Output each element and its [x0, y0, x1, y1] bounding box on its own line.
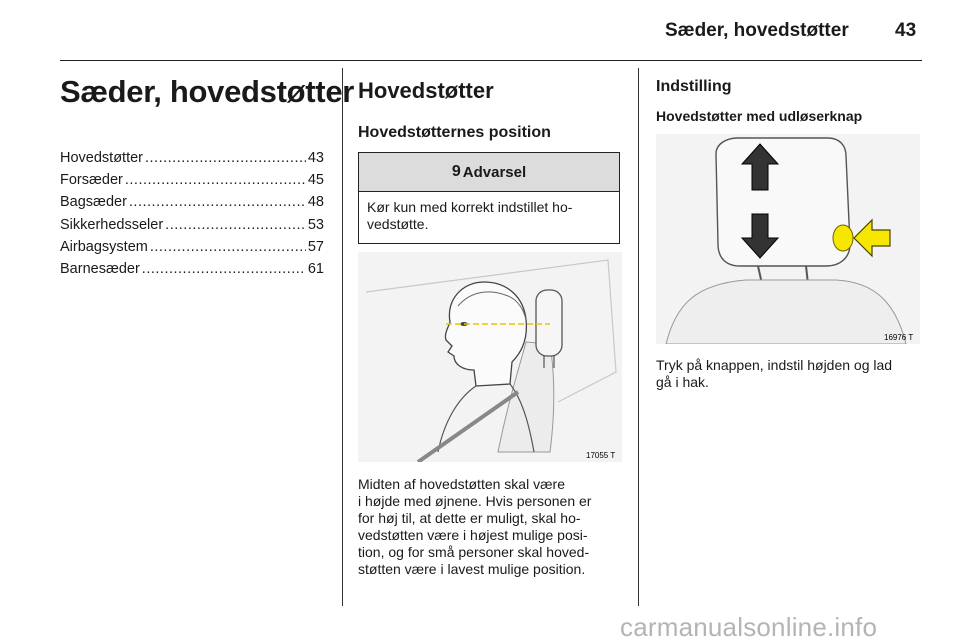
body-paragraph [358, 476, 628, 578]
toc-leader [129, 194, 306, 210]
release-button [833, 225, 853, 251]
toc-leader [165, 217, 306, 233]
toc-entry-label: Forsæder [60, 172, 123, 189]
toc-entry-label: Barnesæder [60, 260, 140, 277]
warning-title: Advarsel [462, 163, 527, 181]
warning-icon: 9 [451, 163, 461, 180]
watermark: carmanualsonline.info [620, 612, 878, 642]
toc-entry[interactable] [60, 172, 324, 194]
release-button-illustration [656, 134, 920, 344]
toc-entry[interactable] [60, 150, 324, 172]
toc-entry-page: 53 [307, 216, 324, 233]
toc-entry[interactable] [60, 261, 324, 283]
paragraph-line: i højde med øjnene. Hvis personen er [358, 493, 592, 509]
paragraph-line: Tryk på knappen, indstil højden og lad [656, 357, 893, 373]
toc-leader [142, 261, 306, 277]
figure-number: 17055 T [586, 451, 616, 460]
toc-leader [145, 150, 306, 166]
section-heading: Indstilling [656, 78, 732, 95]
column-divider-1 [342, 68, 343, 606]
warning-header [359, 153, 619, 192]
column-divider-2 [638, 68, 639, 606]
head-restraint [536, 290, 562, 356]
paragraph-line: gå i hak. [656, 374, 709, 390]
running-header-title: Sæder, hovedstøtter [665, 20, 849, 41]
body-paragraph [656, 357, 936, 391]
toc-entry-page: 57 [307, 238, 324, 255]
warning-text-line: vedstøtte. [367, 216, 429, 232]
toc-entry-page: 61 [307, 260, 324, 277]
section-heading: Hovedstøtter [358, 78, 494, 103]
paragraph-line: støtten være i lavest mulige position. [358, 561, 586, 577]
figure-number: 16976 T [884, 333, 914, 342]
toc-entry-page: 45 [307, 172, 324, 189]
head-restraint-position-illustration [358, 252, 622, 462]
toc-entry[interactable] [60, 239, 324, 261]
header-divider [60, 60, 922, 61]
toc-entry-label: Bagsæder [60, 194, 127, 211]
head-restraint [716, 138, 850, 266]
warning-box [358, 152, 620, 244]
toc-entry[interactable] [60, 217, 324, 239]
toc-entry-label: Airbagsystem [60, 238, 148, 255]
page-number: 43 [895, 20, 917, 41]
toc-entry-label: Sikkerhedsseler [60, 216, 164, 233]
paragraph-line: vedstøtten være i højest mulige posi- [358, 527, 588, 543]
toc-leader [150, 239, 306, 255]
toc-leader [125, 172, 306, 188]
table-of-contents [60, 150, 324, 283]
warning-body [359, 192, 619, 233]
toc-entry-page: 48 [307, 194, 324, 211]
section-subheading: Hovedstøtter med udløserknap [656, 108, 863, 124]
warning-text-line: Kør kun med korrekt indstillet ho- [367, 199, 573, 215]
chapter-title: Sæder, hovedstøtter [60, 74, 355, 109]
paragraph-line: Midten af hovedstøtten skal være [358, 476, 565, 492]
toc-entry[interactable] [60, 194, 324, 216]
paragraph-line: for høj til, at dette er muligt, skal ho- [358, 510, 581, 526]
toc-entry-label: Hovedstøtter [60, 150, 143, 166]
toc-entry-page: 43 [307, 150, 324, 166]
section-subheading: Hovedstøtternes position [358, 124, 551, 141]
paragraph-line: tion, og for små personer skal hoved- [358, 544, 590, 560]
